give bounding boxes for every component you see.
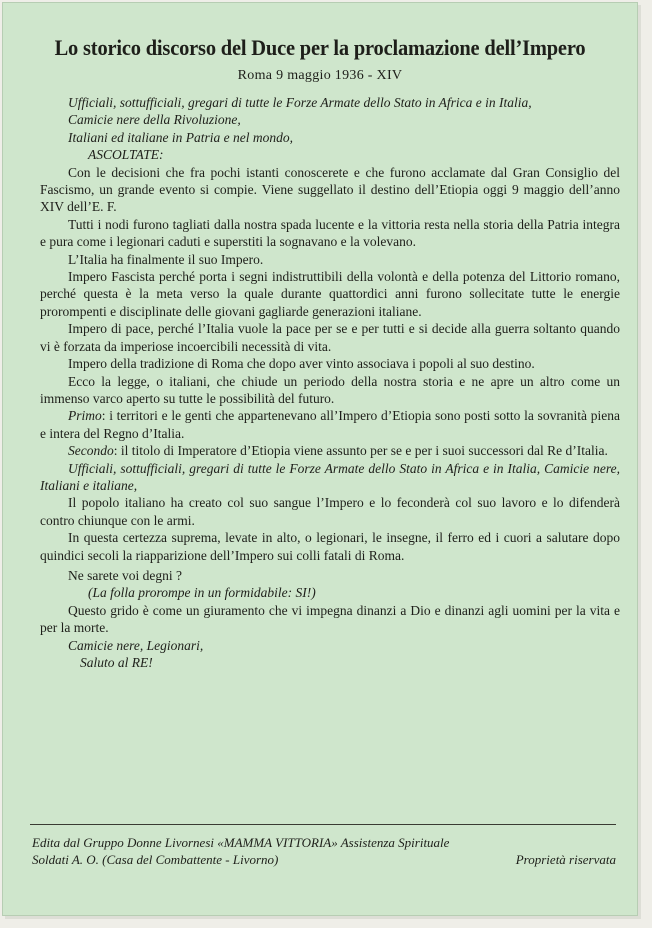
paragraph: Questo grido è come un giuramento che vi impegna dinanzi a Dio e dinanzi agli uomini per la vita e per la morte. — [40, 602, 620, 636]
address-repeat: Ufficiali, sottufficiali, gregari di tutte le Forze Armate dello Stato in Africa e in Italia, Camicie nere, Italiani e italiane, — [40, 460, 620, 493]
ascoltate-heading: ASCOLTATE: — [88, 147, 164, 163]
secondo-paragraph — [40, 442, 620, 459]
paragraph: Il popolo italiano ha creato col suo sangue l’Impero e lo feconderà col suo lavoro e lo difenderà contro chiunque con le armi. — [40, 495, 620, 528]
closing-line: Saluto al RE! — [80, 655, 153, 670]
speech-body — [40, 94, 620, 671]
crowd-reaction: (La folla prorompe in un formidabile: SI!) — [88, 585, 316, 601]
footer-divider — [30, 824, 616, 825]
rights-text: Proprietà riservata — [515, 852, 616, 867]
paragraph: Impero Fascista perché porta i segni indistruttibili della volontà e della potenza del Littorio romano, perché questa è la meta verso la quale durante quattordici anni furono sollecitate tutte le energie prorompenti e disciplinate delle giovani gagliarde generazioni italiane. — [40, 269, 620, 319]
address-line: Ufficiali, sottufficiali, gregari di tutte le Forze Armate dello Stato in Africa e in Italia, — [68, 95, 532, 110]
paragraph: L’Italia ha finalmente il suo Impero. — [68, 251, 264, 267]
primo-paragraph — [40, 407, 620, 442]
paragraph: In questa certezza suprema, levate in alto, o legionari, le insegne, il ferro ed i cuori a salutare dopo quindici secoli la riapparizione dell’Impero sui colli fatali di Roma. — [40, 530, 620, 563]
dateline: Roma 9 maggio 1936 - XIV — [237, 68, 403, 83]
secondo-text: : il titolo di Imperatore d’Etiopia viene assunto per se e per i suoi successori dal Re d’Italia. — [113, 443, 608, 459]
question: Ne sarete voi degni ? — [68, 567, 182, 583]
publisher-address: Soldati A. O. (Casa del Combattente - Livorno) — [32, 852, 279, 867]
paragraph: Ecco la legge, o italiani, che chiude un periodo della nostra storia e ne apre un altro come un immenso varco aperto su tutte le possibilità del futuro. — [40, 373, 620, 406]
footer — [32, 834, 616, 868]
paragraph: Tutti i nodi furono tagliati dalla nostra spada lucente e la vittoria resta nella storia della Patria integra e pura come i legionari caduti e superstiti la sognavano e la volevano. — [40, 216, 620, 250]
paragraph: Impero di pace, perché l’Italia vuole la pace per se e per tutti e si decide alla guerra soltanto quando vi è forzata da imperiose incoercibili necessità di vita. — [40, 321, 620, 354]
secondo-label: Secondo — [68, 443, 114, 459]
footer-line — [32, 834, 616, 851]
paragraph: Impero della tradizione di Roma che dopo aver vinto associava i popoli al suo destino. — [68, 356, 535, 372]
paragraph: Con le decisioni che fra pochi istanti conoscerete e che furono acclamate dal Gran Consiglio del Fascismo, un grande evento si compie. Viene suggellato il destino dell’Etiopia oggi 9 maggio dell’anno XIV dell’E. F. — [40, 164, 620, 215]
document-title: Lo storico discorso del Duce per la proclamazione dell’Impero — [54, 35, 586, 60]
closing-line: Camicie nere, Legionari, — [68, 637, 204, 653]
address-line: Italiani ed italiane in Patria e nel mondo, — [68, 129, 293, 145]
primo-text: : i territori e le genti che appartenevano all’Impero d’Etiopia sono posti sotto la sovranità piena e intera del Regno d’Italia. — [40, 408, 620, 441]
primo-label: Primo — [68, 408, 102, 424]
publisher-text: Edita dal Gruppo Donne Livornesi «MAMMA VITTORIA» Assistenza Spirituale — [32, 835, 450, 850]
address-line: Camicie nere della Rivoluzione, — [68, 112, 241, 128]
postcard — [2, 2, 638, 916]
footer-line — [32, 851, 616, 868]
